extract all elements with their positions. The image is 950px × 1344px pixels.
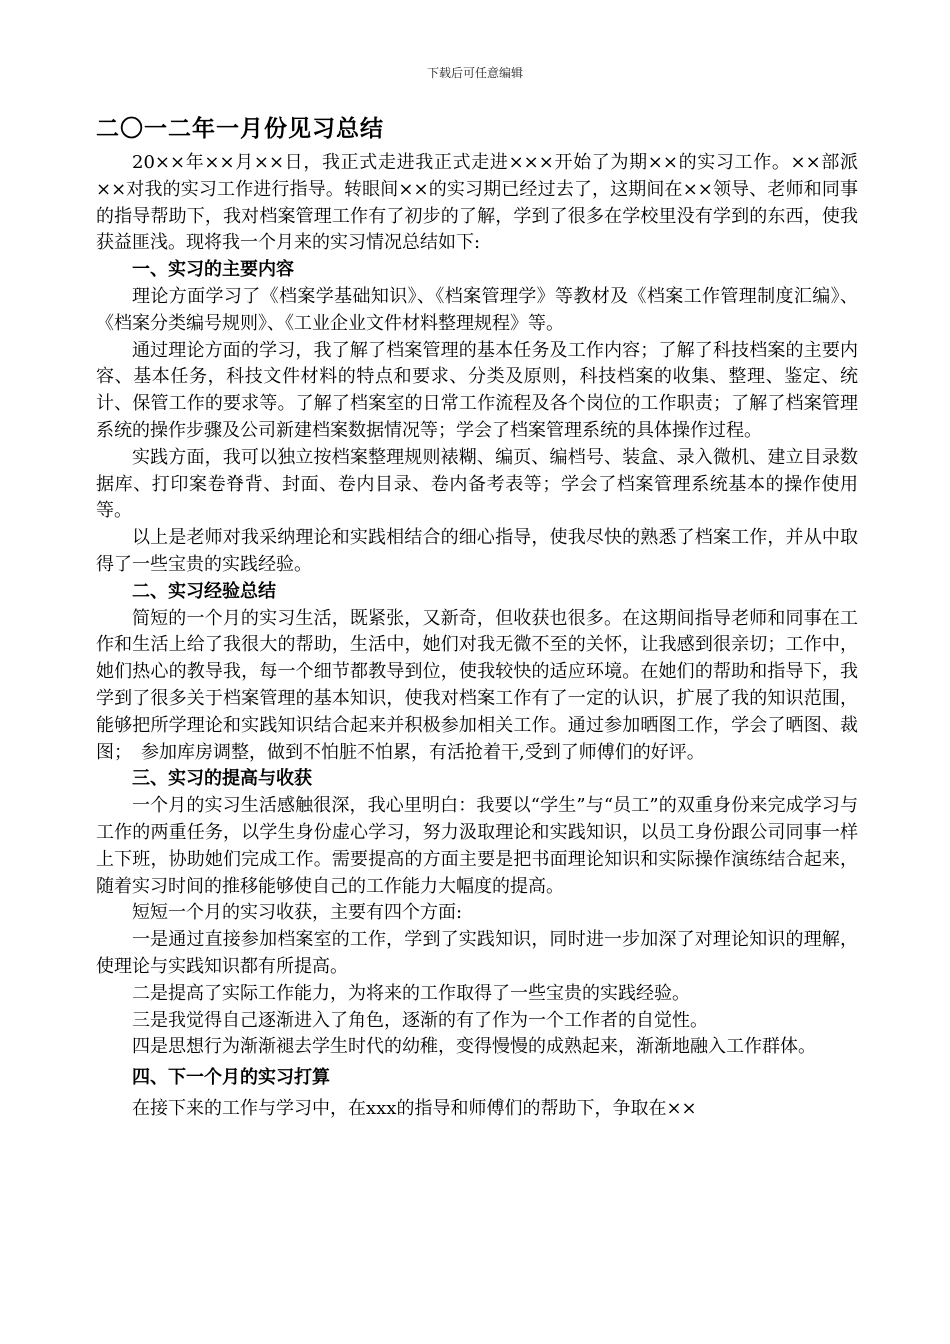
document-title: 二〇一二年一月份见习总结 [96,115,384,142]
section-3-paragraph: 二是提高了实际工作能力，为将来的工作取得了一些宝贵的实践经验。 [132,982,690,1004]
section-4-heading: 四、下一个月的实习打算 [132,1067,330,1089]
section-1-paragraph: 以上是老师对我采纳理论和实践相结合的细心指导，使我尽快的熟悉了档案工作，并从中取得了一些宝贵的实践经验。 [96,527,858,575]
section-1-paragraph: 理论方面学习了《档案学基础知识》、《档案管理学》等教材及《档案工作管理制度汇编》、《档案分类编号规则》、《工业企业文件材料整理规程》等。 [96,285,858,334]
header-note: 下载后可任意编辑 [426,66,523,80]
section-2-paragraph: 简短的一个月的实习生活，既紧张，又新奇，但收获也很多。在这期间指导老师和同事在工作和生活上给了我很大的帮助，生活中，她们对我无微不至的关怀，让我感到很亲切；工作中，她们热心的教导我，每一个细节都教导到位，使我较快的适应环境。在她们的帮助和指导下，我学到了很多关于档案管理的基本知识，使我对档案工作有了一定的认识，扩展了我的知识范围，能够把所学理论和实践知识结合起来并积极参加相关工作。通过参加晒图工作，学会了晒图、裁图； 参加库房调整，做到不怕脏不怕累，有活抢着干,受到了师傅们的好评。 [96,607,858,763]
section-3-paragraph: 三是我觉得自己逐渐进入了角色，逐渐的有了作为一个工作者的自觉性。 [132,1009,708,1031]
section-1-heading: 一、实习的主要内容 [132,259,294,281]
section-3-paragraph: 一个月的实习生活感触很深，我心里明白：我要以“学生”与“员工”的双重身份来完成学习与工作的两重任务，以学生身份虚心学习，努力汲取理论和实践知识，以员工身份跟公司同事一样上下班，协助她们完成工作。需要提高的方面主要是把书面理论知识和实际操作演练结合起来，随着实习时间的推移能够使自己的工作能力大幅度的提高。 [96,795,858,897]
section-3-paragraph: 短短一个月的实习收获，主要有四个方面: [132,902,463,924]
section-2-heading: 二、实习经验总结 [132,580,276,602]
section-4-paragraph: 在接下来的工作与学习中，在xxx的指导和师傅们的帮助下，争取在×× [132,1097,697,1119]
document-body [96,150,858,1123]
section-1-paragraph: 实践方面，我可以独立按档案整理规则裱糊、编页、编档号、装盒、录入微机、建立目录数据库、打印案卷脊背、封面、卷内目录、卷内备考表等；学会了档案管理系统基本的操作使用等。 [96,446,858,522]
section-3-heading: 三、实习的提高与收获 [132,768,312,790]
section-3-paragraph: 四是思想行为渐渐褪去学生时代的幼稚，变得慢慢的成熟起来，渐渐地融入工作群体。 [132,1036,816,1058]
intro-paragraph: 20××年××月××日，我正式走进我正式走进×××开始了为期××的实习工作。××部派××对我的实习工作进行指导。转眼间××的实习期已经过去了，这期间在××领导、老师和同事的指导帮助下，我对档案管理工作有了初步的了解，学到了很多在学校里没有学到的东西，使我获益匪浅。现将我一个月来的实习情况总结如下: [96,152,858,254]
section-1-paragraph: 通过理论方面的学习，我了解了档案管理的基本任务及工作内容；了解了科技档案的主要内容、基本任务，科技文件材料的特点和要求、分类及原则，科技档案的收集、整理、鉴定、统计、保管工作的要求等。了解了档案室的日常工作流程及各个岗位的工作职责；了解了档案管理系统的操作步骤及公司新建档案数据情况等；学会了档案管理系统的具体操作过程。 [96,339,858,441]
section-3-paragraph: 一是通过直接参加档案室的工作，学到了实践知识，同时进一步加深了对理论知识的理解，使理论与实践知识都有所提高。 [96,929,858,977]
